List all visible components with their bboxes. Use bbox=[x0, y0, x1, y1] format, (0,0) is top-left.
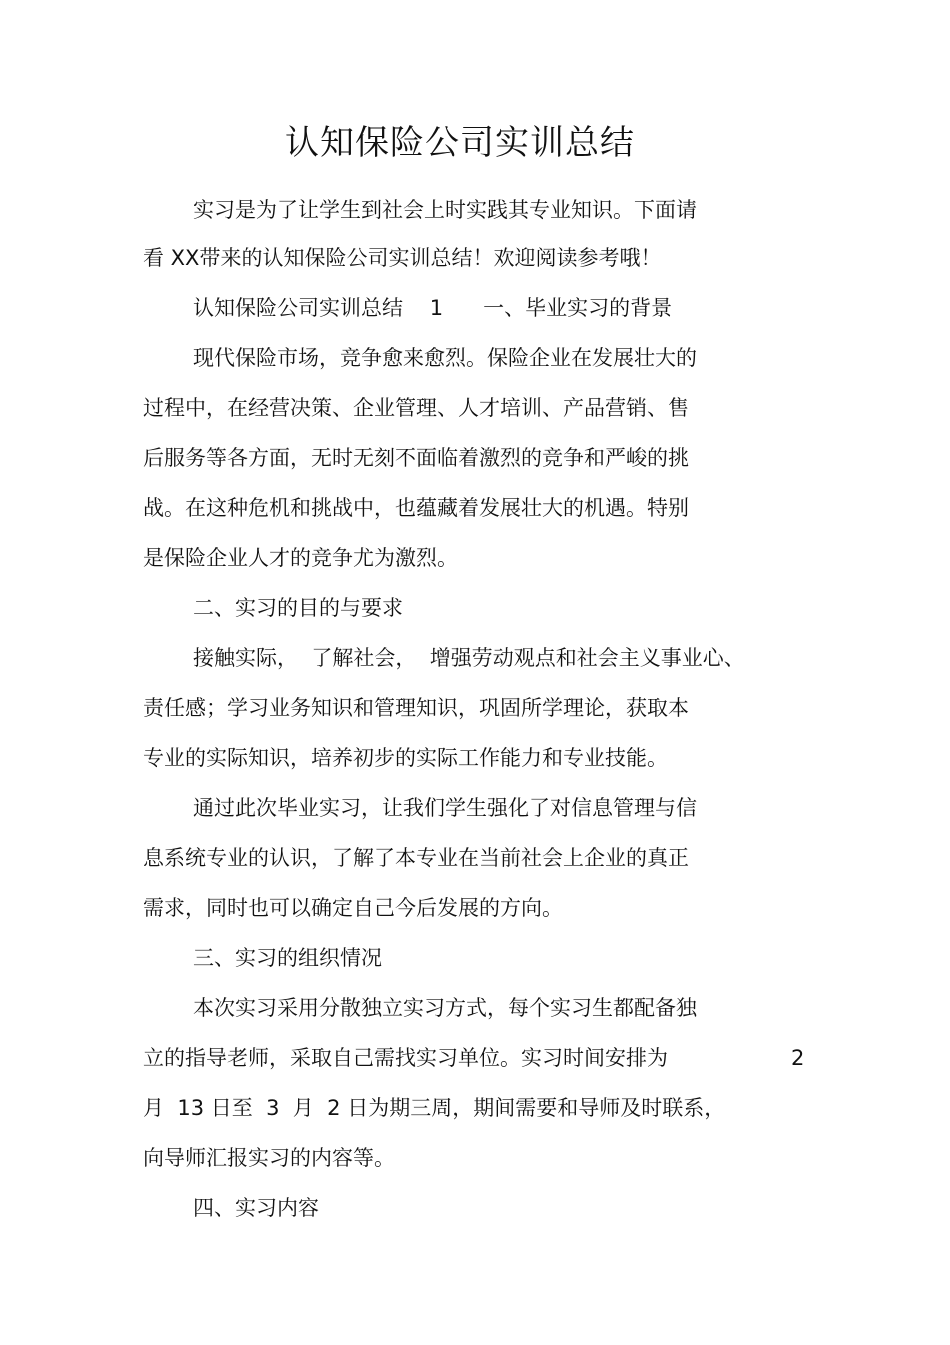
paragraph-line: 立的指导老师，采取自己需找实习单位。实习时间安排为 bbox=[143, 1046, 668, 1070]
paragraph-line: 后服务等各方面，无时无刻不面临着激烈的竞争和严峻的挑 bbox=[143, 446, 689, 470]
line-end-number: 2 bbox=[791, 1046, 805, 1070]
paragraph-line: 战。在这种危机和挑战中，也蕴藏着发展壮大的机遇。特别 bbox=[143, 496, 689, 520]
section-heading-line: 认知保险公司实训总结 1 一、毕业实习的背景 bbox=[193, 296, 673, 320]
paragraph-line: 看 XX带来的认知保险公司实训总结！欢迎阅读参考哦！ bbox=[143, 246, 662, 270]
paragraph-line: 是保险企业人才的竞争尤为激烈。 bbox=[143, 546, 458, 570]
paragraph-line: 息系统专业的认识，了解了本专业在当前社会上企业的真正 bbox=[143, 846, 689, 870]
paragraph-line: 月 13 日至 3 月 2 日为期三周，期间需要和导师及时联系， bbox=[143, 1096, 726, 1120]
paragraph-line: 实习是为了让学生到社会上时实践其专业知识。下面请 bbox=[193, 198, 697, 222]
paragraph-line: 现代保险市场，竞争愈来愈烈。保险企业在发展壮大的 bbox=[193, 346, 697, 370]
paragraph-line: 专业的实际知识，培养初步的实际工作能力和专业技能。 bbox=[143, 746, 668, 770]
paragraph-line: 本次实习采用分散独立实习方式，每个实习生都配备独 bbox=[193, 996, 697, 1020]
paragraph-line: 需求，同时也可以确定自己今后发展的方向。 bbox=[143, 896, 563, 920]
document-title: 认知保险公司实训总结 bbox=[285, 123, 635, 163]
paragraph-line: 过程中，在经营决策、企业管理、人才培训、产品营销、售 bbox=[143, 396, 689, 420]
section-heading: 三、实习的组织情况 bbox=[193, 946, 382, 970]
paragraph-line: 向导师汇报实习的内容等。 bbox=[143, 1146, 395, 1170]
section-heading: 二、实习的目的与要求 bbox=[193, 596, 403, 620]
paragraph-line: 责任感；学习业务知识和管理知识，巩固所学理论，获取本 bbox=[143, 696, 689, 720]
paragraph-line: 通过此次毕业实习，让我们学生强化了对信息管理与信 bbox=[193, 796, 697, 820]
paragraph-line: 接触实际， 了解社会， 增强劳动观点和社会主义事业心、 bbox=[193, 646, 745, 670]
section-heading: 四、实习内容 bbox=[193, 1196, 319, 1220]
